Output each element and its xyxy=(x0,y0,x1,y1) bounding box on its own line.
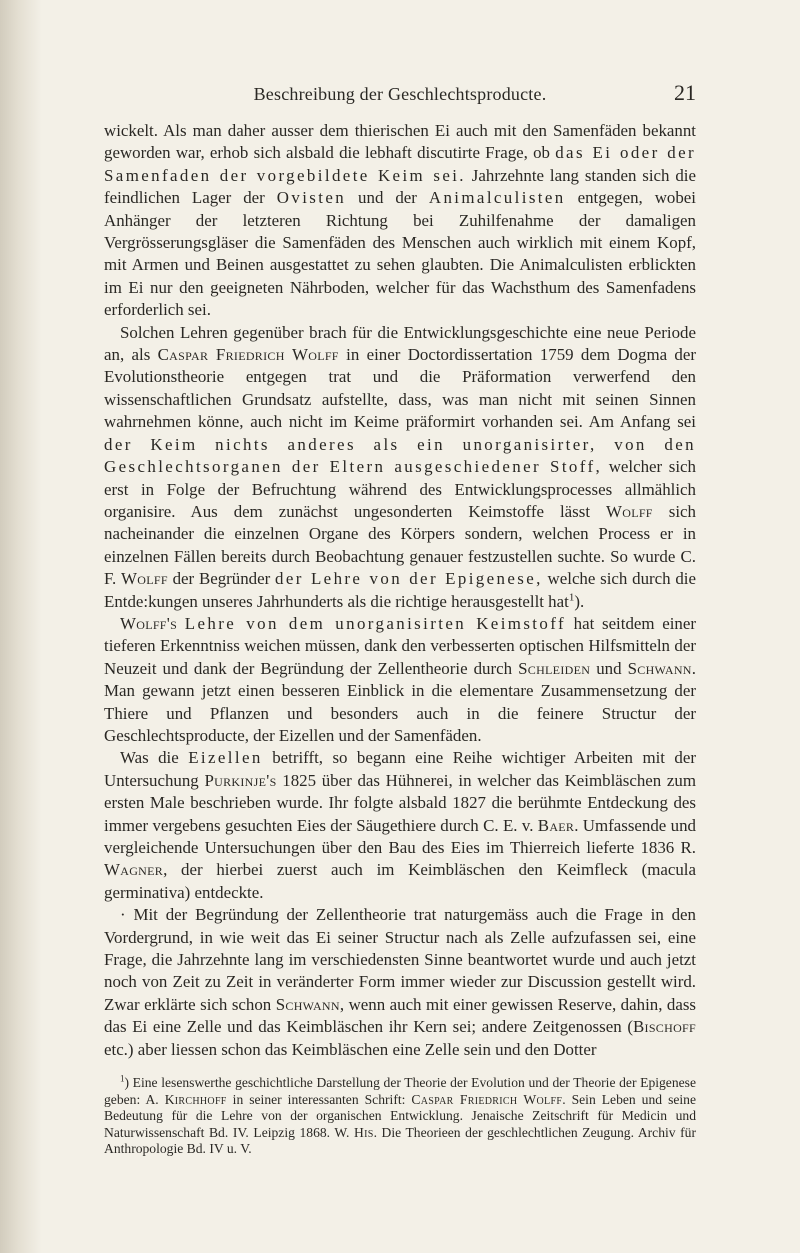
paragraph-3: Wolff's Lehre von dem unorganisirten Keimstoff hat seitdem einer tieferen Erkenntniss weichen müssen, dank den verbesserten optischen Hilfsmitteln der Neuzeit und dank der Begründung der Zellentheorie durch Schleiden und Schwann. Man gewann jetzt einen besseren Einblick in die elementare Zusammensetzung der Thiere und Pflanzen und besonders auch in die feinere Structur der Geschlechtsproducte, der Eizellen und der Samenfäden. xyxy=(104,613,696,745)
author-name: Wolff xyxy=(606,501,653,521)
author-name: Caspar Friedrich Wolff xyxy=(157,345,339,365)
footnote-reference[interactable]: 1 xyxy=(568,590,575,603)
body-text xyxy=(104,120,696,1061)
spaced-emphasis: Eizellen xyxy=(188,748,263,768)
paragraph-2: Solchen Lehren gegenüber brach für die Entwicklungsgeschichte eine neue Periode an, als Caspar Friedrich Wolff in einer Doctordissertation 1759 dem Dogma der Evolutionstheorie entgegen trat und die Präformation verwerfend den wissenschaftlichen Grundsatz aufstellte, dass, was man nicht mit seinen Sinnen wahrnehmen könne, auch nicht im Keime präformirt vorhanden sei. Am Anfang sei der Keim nichts anderes als ein unorganisirter, von den Geschlechtsorganen der Eltern ausgeschiedener Stoff, welcher sich erst in Folge der Befruchtung während des Entwicklungsprocesses allmählich organisire. Aus dem zunächst ungesonderten Keimstoffe lässt Wolff sich nacheinander die einzelnen Organe des Körpers sondern, welchen Process er in einzelnen Fällen bereits durch Beobachtung genauer festzustellen suchte. So wurde C. F. Wolff der Begründer der Lehre von der Epigenese, welche sich durch die Entde:kungen unseres Jahrhunderts als die richtige herausgestellt hat$^1$). xyxy=(104,322,696,611)
book-page xyxy=(104,78,696,1158)
spaced-emphasis: der Keim nichts anderes als ein unorganisirter, von den Geschlechtsorganen der Eltern ausgeschiedener Stoff, xyxy=(104,434,696,477)
spaced-emphasis: der Lehre von der Epigenese, xyxy=(275,569,543,589)
author-name: Wolff's xyxy=(120,613,178,633)
author-name: Baer xyxy=(537,815,575,835)
footnote-mark: 1 xyxy=(120,1073,125,1084)
author-name: Caspar Friedrich Wolff xyxy=(411,1091,563,1107)
spaced-emphasis: Lehre von dem unorganisirten Keimstoff xyxy=(184,613,566,633)
author-name: Schwann xyxy=(627,658,692,678)
spaced-emphasis: Animalculisten xyxy=(428,188,566,208)
spaced-emphasis: Ovisten xyxy=(276,188,347,208)
author-name: His xyxy=(353,1124,374,1140)
author-name: Schwann xyxy=(275,994,340,1014)
page-number: 21 xyxy=(674,80,696,105)
spaced-emphasis: das Ei oder der Samenfaden der vorgebildete Keim sei. xyxy=(104,143,696,185)
author-name: Wagner xyxy=(104,860,164,880)
author-name: Kirchhoff xyxy=(164,1091,227,1107)
paragraph-1: wickelt. Als man daher ausser dem thierischen Ei auch mit den Samenfäden bekannt geworden war, erhob sich alsbald die lebhaft discutirte Frage, ob das Ei oder der Samenfaden der vorgebildete Keim sei. Jahrzehnte lang standen sich die feindlichen Lager der Ovisten und der Animalculisten entgegen, wobei Anhänger der letzteren Richtung bei Zuhilfenahme der damaligen Vergrösserungsgläser die Samenfäden des Menschen auch wirklich mit einem Kopf, mit Armen und Beinen ausgestattet zu sehen glaubten. Die Animalculisten erblickten im Ei nur den geeigneten Nährboden, welcher für das Wachsthum des Samenfadens erforderlich sei. xyxy=(104,121,697,320)
running-head: Beschreibung der Geschlechtsproducte. xyxy=(253,84,547,104)
paragraph-5: · Mit der Begründung der Zellentheorie trat naturgemäss auch die Frage in den Vordergrund, in wie weit das Ei seiner Structur nach als Zelle aufzufassen sei, eine Frage, die Jahrzehnte lang im verschiedensten Sinne beantwortet wurde und auch jetzt noch von Zeit zu Zeit in veränderter Form immer wieder zur Discussion gestellt wird. Zwar erklärte sich schon Schwann, wenn auch mit einer gewissen Reserve, dahin, dass das Ei eine Zelle und das Keimbläschen ihr Kern sei; andere Zeitgenossen (Bischoff etc.) aber liessen schon das Keimbläschen eine Zelle sein und den Dotter xyxy=(104,905,696,1059)
paragraph-4: Was die Eizellen betrifft, so begann eine Reihe wichtiger Arbeiten mit der Untersuchung Purkinje's 1825 über das Hühnerei, in welcher das Keimbläschen zum ersten Male beschrieben wurde. Ihr folgte alsbald 1827 die berühmte Entdeckung des immer vergebens gesuchten Eies der Säugethiere durch C. E. v. Baer. Umfassende und vergleichende Untersuchungen über den Bau des Eies im Thierreich lieferte 1836 R. Wagner, der hierbei zuerst auch im Keimbläschen den Keimfleck (macula germinativa) entdeckte. xyxy=(104,748,696,902)
footnote: $^1$) Eine lesenswerthe geschichtliche Darstellung der Theorie der Evolution und der Theorie der Epigenese geben: A. Kirchhoff in seiner interessanten Schrift: Caspar Friedrich Wolff. Sein Leben und seine Bedeutung für die Lehre von der organischen Entwicklung. Jenaische Zeitschrift für Medicin und Naturwissenschaft Bd. IV. Leipzig 1868. W. His. Die Theorieen der geschlechtlichen Zeugung. Archiv für Anthropologie Bd. IV u. V. xyxy=(104,1073,696,1157)
page-header xyxy=(104,78,696,112)
author-name: Purkinje's xyxy=(204,770,277,790)
page-gutter-shadow xyxy=(0,0,42,1253)
author-name: Bischoff xyxy=(632,1017,696,1037)
author-name: Wolff xyxy=(121,569,168,589)
author-name: Schleiden xyxy=(518,658,591,678)
